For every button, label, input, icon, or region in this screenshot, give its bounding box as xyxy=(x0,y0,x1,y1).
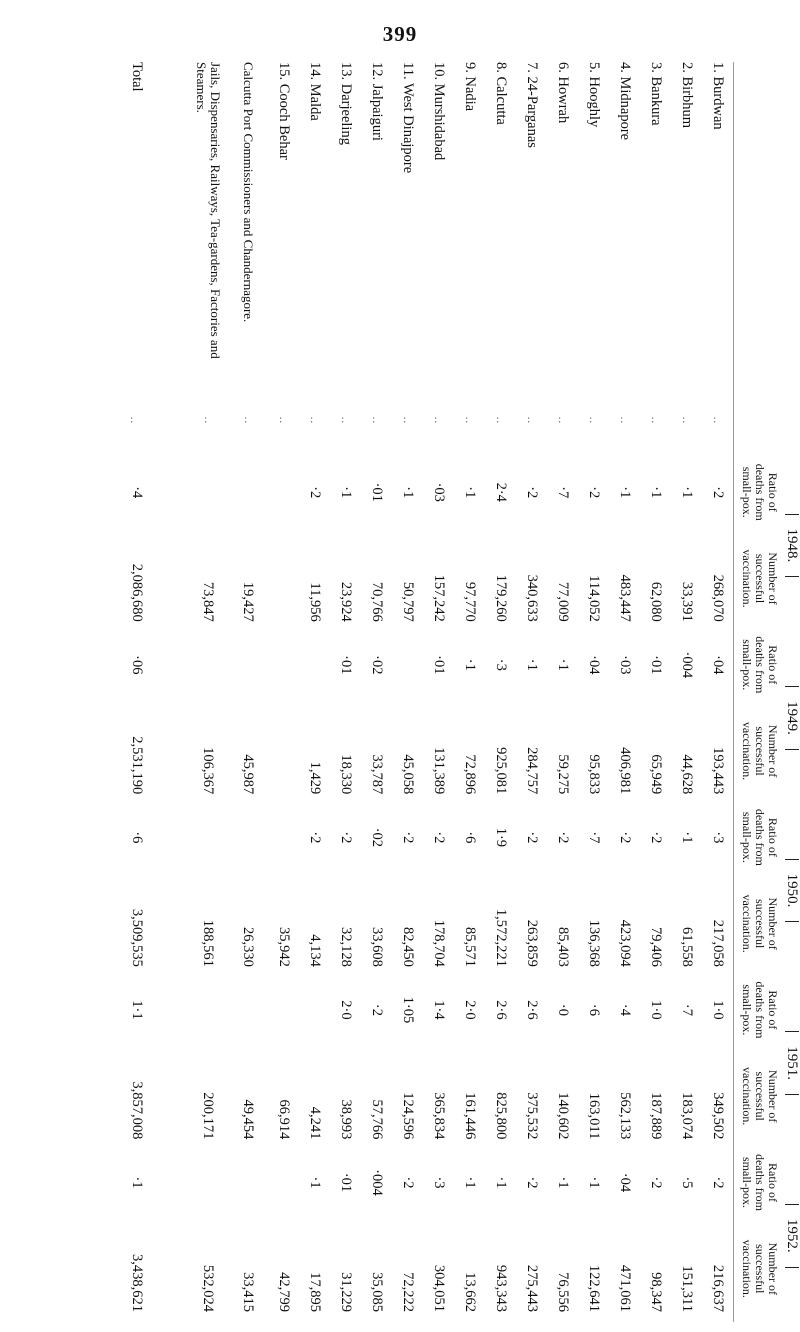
leader-dots: .. xyxy=(370,416,383,425)
leader-dots: .. xyxy=(277,416,290,425)
ratio-cell: 2·6 xyxy=(493,1000,509,1020)
district-name: 2. Birbhum xyxy=(679,62,695,129)
ratio-cell xyxy=(268,459,299,525)
leader-dots: .. xyxy=(401,416,414,425)
vaccination-count-cell: 365,834 xyxy=(431,1092,447,1140)
leader-dots: .. xyxy=(649,416,662,425)
ratio-cell xyxy=(392,632,423,698)
vaccination-count-cell xyxy=(268,525,299,631)
vaccination-count-cell: 33,391 xyxy=(679,581,695,622)
ratio-cell: ·03 xyxy=(617,655,633,675)
sub-header-row xyxy=(734,62,782,1322)
vaccination-count-cell: 35,085 xyxy=(369,1272,385,1312)
ratio-cell: ·5 xyxy=(679,1176,695,1189)
vaccination-count-cell: 19,427 xyxy=(240,581,257,622)
year-header: 1949. xyxy=(785,686,799,750)
ratio-header: Ratio of deaths from small-pox. xyxy=(734,1149,782,1215)
vaccination-count-cell: 2,531,190 xyxy=(129,736,145,795)
vaccination-count-cell: 275,443 xyxy=(524,1264,540,1312)
number-header: Number of successful vaccination. xyxy=(734,698,782,804)
table-row xyxy=(392,62,423,1322)
vaccination-count-cell: 122,641 xyxy=(586,1264,602,1312)
vaccination-count-cell: 44,628 xyxy=(679,754,695,795)
leader-dots: .. xyxy=(308,416,321,425)
leader-dots: .. xyxy=(339,416,352,425)
ratio-cell xyxy=(188,459,228,525)
vaccination-count-cell: 50,797 xyxy=(400,581,416,622)
ratio-cell: ·01 xyxy=(648,655,664,675)
ratio-cell: ·2 xyxy=(710,486,726,499)
vaccination-count-cell: 59,275 xyxy=(555,754,571,795)
district-name: 1. Burdwan xyxy=(710,62,726,130)
table-row xyxy=(609,62,640,1322)
page-number: 399 xyxy=(382,22,418,46)
ratio-cell: ·2 xyxy=(648,831,664,844)
vaccination-count-cell: 532,024 xyxy=(200,1264,217,1312)
vaccination-count-cell: 95,833 xyxy=(586,754,602,795)
ratio-cell: 1·1 xyxy=(129,1000,145,1020)
leader-dots: .. xyxy=(128,416,140,425)
ratio-cell xyxy=(268,804,299,870)
ratio-cell: ·0 xyxy=(555,1003,571,1016)
vaccination-count-cell: 131,389 xyxy=(431,747,447,795)
ratio-cell xyxy=(228,977,268,1043)
ratio-cell: 1·0 xyxy=(648,1000,664,1020)
ratio-cell xyxy=(188,1149,228,1215)
vaccination-count-cell: 33,608 xyxy=(369,926,385,967)
ratio-cell: ·2 xyxy=(431,831,447,844)
vaccination-count-cell: 406,981 xyxy=(617,747,633,795)
vaccination-count-cell: 62,080 xyxy=(648,581,664,622)
ratio-cell xyxy=(188,977,228,1043)
district-name: 9. Nadia xyxy=(462,62,478,112)
table-row xyxy=(228,62,268,1322)
ratio-cell: ·2 xyxy=(524,486,540,499)
ratio-cell: ·6 xyxy=(462,831,478,844)
ratio-cell: ·2 xyxy=(710,1176,726,1189)
vaccination-count-cell: 140,602 xyxy=(555,1092,571,1140)
ratio-cell: ·01 xyxy=(338,1172,354,1193)
vaccination-count-cell: 45,987 xyxy=(240,754,257,795)
number-header: Number of successful vaccination. xyxy=(734,525,782,631)
vaccination-count-cell: 151,311 xyxy=(679,1265,695,1312)
table-row xyxy=(702,62,734,1322)
ratio-cell: ·004 xyxy=(679,651,695,679)
ratio-cell: ·1 xyxy=(586,1176,602,1189)
ratio-cell: ·01 xyxy=(369,482,385,502)
table-row xyxy=(188,62,228,1322)
district-name: 8. Calcutta xyxy=(493,62,509,125)
district-name: 13. Darjeeling xyxy=(338,62,354,145)
vaccination-count-cell: 85,403 xyxy=(555,926,571,967)
ratio-cell: 2·0 xyxy=(338,1000,354,1020)
district-name: Total xyxy=(129,62,145,92)
district-name: 10. Murshidabad xyxy=(431,62,447,161)
ratio-cell: ·2 xyxy=(524,831,540,844)
vaccination-count-cell: 17,895 xyxy=(307,1272,323,1312)
vaccination-count-cell: 340,633 xyxy=(524,574,540,622)
vaccination-count-cell: 98,347 xyxy=(648,1272,664,1312)
ratio-cell xyxy=(268,1149,299,1215)
vaccination-count-cell: 193,443 xyxy=(710,747,726,795)
ratio-cell: ·1 xyxy=(462,658,478,671)
vaccination-count-cell xyxy=(268,698,299,804)
vaccination-count-cell: 2,086,680 xyxy=(129,563,145,622)
table-row xyxy=(128,62,188,1322)
table-row xyxy=(547,62,578,1322)
vaccination-count-cell: 31,229 xyxy=(338,1272,354,1312)
vaccination-count-cell: 183,074 xyxy=(679,1092,695,1140)
table-row xyxy=(671,62,702,1322)
ratio-cell: ·1 xyxy=(462,486,478,499)
ratio-cell: 1·4 xyxy=(431,1000,447,1020)
ratio-cell: 2·0 xyxy=(462,1000,478,1020)
ratio-cell: ·7 xyxy=(679,1003,695,1016)
ratio-cell: ·4 xyxy=(129,486,145,499)
vaccination-count-cell: 3,857,008 xyxy=(129,1081,145,1140)
number-header: Number of successful vaccination. xyxy=(734,1043,782,1149)
ratio-cell: ·3 xyxy=(493,658,509,671)
ratio-cell: ·7 xyxy=(555,486,571,499)
table-row xyxy=(454,62,485,1322)
vaccination-count-cell: 200,171 xyxy=(200,1092,217,1140)
vaccination-count-cell: 72,222 xyxy=(400,1272,416,1312)
leader-dots: .. xyxy=(494,416,507,425)
table-row xyxy=(516,62,547,1322)
vaccination-count-cell: 3,438,621 xyxy=(129,1254,145,1312)
ratio-cell: ·1 xyxy=(129,1176,145,1189)
ratio-cell: ·3 xyxy=(431,1176,447,1189)
ratio-cell xyxy=(228,459,268,525)
ratio-cell: ·06 xyxy=(129,655,145,675)
ratio-cell: ·2 xyxy=(369,1003,385,1016)
leader-dots: .. xyxy=(556,416,569,425)
leader-dots: .. xyxy=(618,416,631,425)
vaccination-count-cell: 1,429 xyxy=(307,761,323,795)
vaccination-count-cell: 33,787 xyxy=(369,754,385,795)
ratio-cell: ·04 xyxy=(617,1172,633,1193)
leader-dots: .. xyxy=(587,416,600,425)
ratio-header: Ratio of deaths from small-pox. xyxy=(734,977,782,1043)
ratio-cell: ·04 xyxy=(710,655,726,675)
ratio-cell xyxy=(188,804,228,870)
ratio-cell: ·1 xyxy=(617,486,633,499)
ratio-cell: ·6 xyxy=(586,1003,602,1016)
table-row xyxy=(268,62,299,1322)
ratio-cell: ·7 xyxy=(586,831,602,844)
vaccination-count-cell: 4,134 xyxy=(307,934,323,967)
ratio-cell xyxy=(228,632,268,698)
vaccination-count-cell: 216,637 xyxy=(710,1264,726,1312)
district-name: 14. Malda xyxy=(307,62,323,121)
vaccination-count-cell: 825,800 xyxy=(493,1092,509,1140)
ratio-cell: ·3 xyxy=(710,831,726,844)
ratio-cell: ·1 xyxy=(648,486,664,499)
ratio-cell: ·01 xyxy=(431,655,447,675)
vaccination-count-cell: 85,571 xyxy=(462,926,478,967)
vaccination-count-cell: 42,799 xyxy=(276,1272,292,1312)
ratio-cell: ·2 xyxy=(617,831,633,844)
vaccination-count-cell: 73,847 xyxy=(200,581,217,622)
ratio-cell xyxy=(299,977,330,1043)
vaccination-count-cell: 45,058 xyxy=(400,754,416,795)
vaccination-count-cell: 1,572,221 xyxy=(493,908,509,967)
vaccination-count-cell: 26,330 xyxy=(240,926,257,967)
ratio-cell: ·2 xyxy=(338,831,354,844)
vaccination-count-cell: 179,260 xyxy=(493,574,509,622)
ratio-cell: 1·0 xyxy=(710,1000,726,1020)
table-row xyxy=(640,62,671,1322)
vaccination-count-cell: 943,343 xyxy=(493,1264,509,1312)
year-header: 1951. xyxy=(785,1031,799,1095)
leader-dots: .. xyxy=(463,416,476,425)
ratio-cell xyxy=(268,632,299,698)
vaccination-count-cell: 77,009 xyxy=(555,581,571,622)
vaccination-count-cell: 349,502 xyxy=(710,1092,726,1140)
vaccination-count-cell: 124,596 xyxy=(400,1092,416,1140)
ratio-cell: ·1 xyxy=(338,486,354,499)
district-name: 12. Jalpaiguri xyxy=(369,62,385,141)
vaccination-count-cell: 178,704 xyxy=(431,919,447,967)
vaccination-count-cell: 304,051 xyxy=(431,1264,447,1312)
year-header: 1950. xyxy=(785,859,799,923)
vaccination-count-cell: 82,450 xyxy=(400,926,416,967)
year-header: 1948. xyxy=(785,514,799,578)
rotated-table-container xyxy=(40,62,800,1322)
ratio-cell: 2·6 xyxy=(524,1000,540,1020)
ratio-header: Ratio of deaths from small-pox. xyxy=(734,632,782,698)
ratio-cell: ·04 xyxy=(586,655,602,675)
table-row xyxy=(299,62,330,1322)
table-row xyxy=(330,62,361,1322)
ratio-cell: ·2 xyxy=(307,831,323,844)
vaccination-count-cell: 268,070 xyxy=(710,574,726,622)
vaccination-count-cell: 72,896 xyxy=(462,754,478,795)
vaccination-count-cell: 35,942 xyxy=(276,926,292,967)
vaccination-count-cell: 3,509,535 xyxy=(129,908,145,967)
vaccination-count-cell: 106,367 xyxy=(200,747,217,795)
ratio-cell: ·2 xyxy=(400,831,416,844)
vaccination-count-cell: 157,242 xyxy=(431,574,447,622)
table-row xyxy=(485,62,516,1322)
vaccination-count-cell: 217,058 xyxy=(710,919,726,967)
district-name: 11. West Dinajpore xyxy=(400,62,416,174)
year-header-row xyxy=(781,62,800,1322)
ratio-cell: ·1 xyxy=(555,1176,571,1189)
district-name: 7. 24-Parganas xyxy=(524,62,540,148)
leader-dots: .. xyxy=(680,416,693,425)
vaccination-count-cell: 284,757 xyxy=(524,747,540,795)
district-name: Calcutta Port Commissioners and Chandernagore. xyxy=(241,62,256,323)
vaccination-table xyxy=(128,62,800,1322)
ratio-cell: ·1 xyxy=(462,1176,478,1189)
table-row xyxy=(361,62,392,1322)
ratio-cell: ·1 xyxy=(555,658,571,671)
year-header: 1952. xyxy=(785,1204,799,1268)
vaccination-count-cell: 161,446 xyxy=(462,1092,478,1140)
ratio-cell: ·01 xyxy=(338,655,354,675)
ratio-cell: ·6 xyxy=(129,831,145,844)
ratio-cell: ·02 xyxy=(369,827,385,848)
ratio-cell: ·4 xyxy=(617,1003,633,1016)
district-name: 6. Howrah xyxy=(555,62,571,124)
ratio-cell xyxy=(228,804,268,870)
vaccination-count-cell: 562,133 xyxy=(617,1092,633,1140)
leader-dots: .. xyxy=(202,416,214,425)
ratio-cell: 2·4 xyxy=(493,482,509,502)
district-name: 4. Midnapore xyxy=(617,62,633,141)
ratio-cell: ·004 xyxy=(369,1169,385,1196)
vaccination-count-cell: 483,447 xyxy=(617,574,633,622)
ratio-cell: ·1 xyxy=(307,1176,323,1189)
vaccination-count-cell: 66,914 xyxy=(276,1099,292,1140)
vaccination-count-cell: 114,052 xyxy=(586,575,602,622)
table-row xyxy=(578,62,609,1322)
ratio-cell: ·03 xyxy=(431,482,447,502)
vaccination-count-cell: 136,368 xyxy=(586,919,602,967)
vaccination-count-cell: 423,094 xyxy=(617,919,633,967)
ratio-cell: ·02 xyxy=(369,655,385,675)
vaccination-count-cell: 188,561 xyxy=(200,919,217,967)
vaccination-count-cell: 163,011 xyxy=(586,1092,602,1140)
ratio-cell: ·2 xyxy=(586,486,602,499)
ratio-cell: ·1 xyxy=(524,658,540,671)
ratio-cell xyxy=(188,632,228,698)
number-header: Number of successful vaccination. xyxy=(734,870,782,976)
vaccination-count-cell: 79,406 xyxy=(648,926,664,967)
ratio-cell: ·1 xyxy=(679,486,695,499)
vaccination-count-cell: 13,662 xyxy=(462,1272,478,1312)
ratio-cell: 1·05 xyxy=(400,996,416,1024)
vaccination-count-cell: 49,454 xyxy=(240,1099,257,1140)
ratio-cell xyxy=(268,977,299,1043)
ratio-header: Ratio of deaths from small-pox. xyxy=(734,804,782,870)
vaccination-count-cell: 65,949 xyxy=(648,754,664,795)
ratio-cell xyxy=(228,1149,268,1215)
leader-dots: .. xyxy=(525,416,538,425)
ratio-cell: ·2 xyxy=(648,1176,664,1189)
ratio-cell xyxy=(299,632,330,698)
vaccination-count-cell: 32,128 xyxy=(338,926,354,967)
ratio-cell: ·1 xyxy=(679,831,695,844)
vaccination-count-cell: 18,330 xyxy=(338,754,354,795)
ratio-cell: 1·9 xyxy=(493,827,509,848)
vaccination-count-cell: 61,558 xyxy=(679,926,695,967)
vaccination-count-cell: 471,061 xyxy=(617,1264,633,1312)
ratio-header: Ratio of deaths from small-pox. xyxy=(734,459,782,525)
number-header: Number of successful vaccination. xyxy=(734,1216,782,1322)
district-name: 15. Cooch Behar xyxy=(276,62,292,160)
district-name: 5. Hooghly xyxy=(586,62,602,128)
leader-dots: .. xyxy=(711,416,724,425)
vaccination-count-cell: 11,956 xyxy=(307,582,323,622)
ratio-cell: ·2 xyxy=(524,1176,540,1189)
vaccination-count-cell: 70,766 xyxy=(369,581,385,622)
vaccination-count-cell: 38,993 xyxy=(338,1099,354,1140)
table-row xyxy=(423,62,454,1322)
leader-dots: .. xyxy=(432,416,445,425)
district-name: Jails, Dispensaries, Railways, Tea-gardens, Factories and Steamers. xyxy=(194,62,223,359)
vaccination-count-cell: 4,241 xyxy=(307,1106,323,1140)
ratio-cell: ·1 xyxy=(400,486,416,499)
ratio-cell: ·1 xyxy=(493,1176,509,1189)
vaccination-count-cell: 76,556 xyxy=(555,1272,571,1312)
table-body xyxy=(128,62,734,1322)
ratio-cell: ·2 xyxy=(555,831,571,844)
vaccination-count-cell: 33,415 xyxy=(240,1272,257,1312)
vaccination-count-cell: 187,889 xyxy=(648,1092,664,1140)
vaccination-count-cell: 263,859 xyxy=(524,919,540,967)
vaccination-count-cell: 97,770 xyxy=(462,581,478,622)
vaccination-count-cell: 375,532 xyxy=(524,1092,540,1140)
vaccination-count-cell: 925,081 xyxy=(493,747,509,795)
vaccination-count-cell: 23,924 xyxy=(338,581,354,622)
ratio-cell: ·2 xyxy=(307,486,323,499)
ratio-cell: ·2 xyxy=(400,1176,416,1189)
vaccination-count-cell: 57,766 xyxy=(369,1099,385,1140)
leader-dots: .. xyxy=(242,416,254,425)
district-name: 3. Bankura xyxy=(648,62,664,126)
